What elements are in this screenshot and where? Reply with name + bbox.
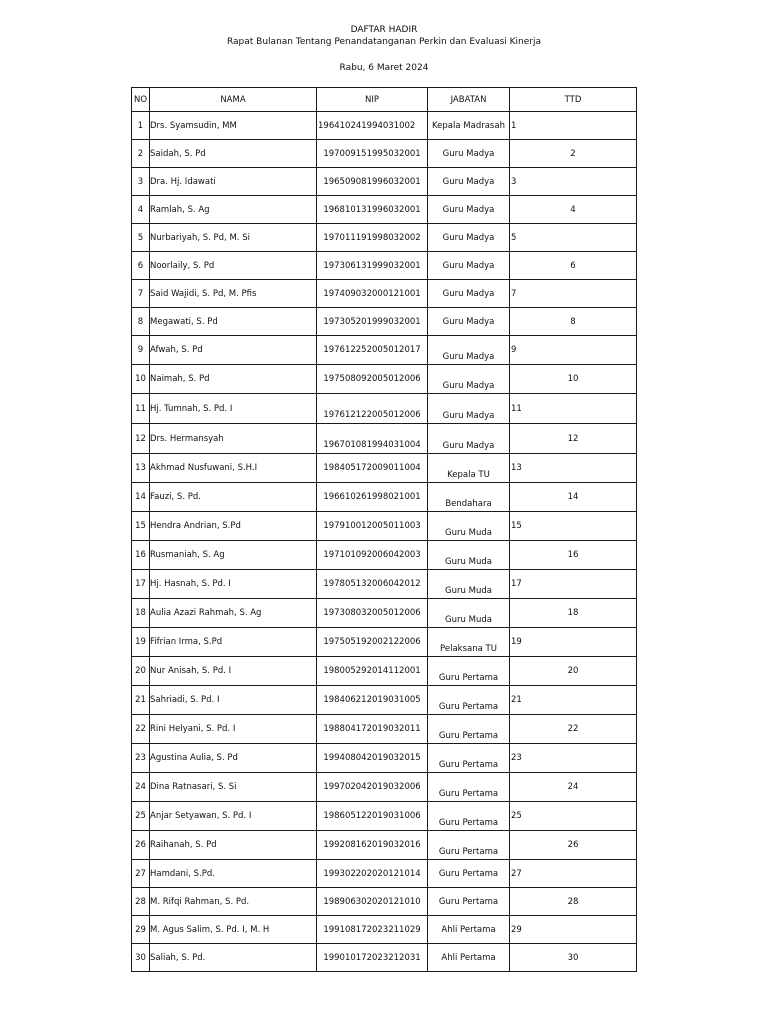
employee-position: Guru Pertama (428, 744, 510, 773)
employee-nip: 199208162019032016 (317, 831, 428, 860)
row-number: 22 (132, 715, 150, 744)
row-number: 24 (132, 773, 150, 802)
table-row (132, 308, 637, 336)
signature-cell: 26 (510, 831, 637, 860)
row-number: 13 (132, 454, 150, 483)
employee-name: Nurbariyah, S. Pd, M. Si (150, 224, 317, 252)
signature-cell: 8 (510, 308, 637, 336)
employee-nip: 197910012005011003 (317, 512, 428, 541)
employee-position: Bendahara (428, 483, 510, 512)
employee-position: Guru Pertama (428, 773, 510, 802)
employee-position: Kepala Madrasah (428, 112, 510, 140)
employee-position: Guru Pertama (428, 888, 510, 916)
signature-cell: 29 (510, 916, 637, 944)
signature-cell: 9 (510, 336, 637, 365)
employee-nip: 198405172009011004 (317, 454, 428, 483)
signature-cell: 24 (510, 773, 637, 802)
row-number: 18 (132, 599, 150, 628)
table-row (132, 744, 637, 773)
table-row (132, 773, 637, 802)
table-row (132, 365, 637, 394)
row-number: 2 (132, 140, 150, 168)
row-number: 1 (132, 112, 150, 140)
employee-position: Guru Madya (428, 365, 510, 394)
document-title: DAFTAR HADIR (350, 25, 418, 35)
employee-name: Saidah, S. Pd (150, 140, 317, 168)
column-header-ttd: TTD (510, 88, 637, 112)
employee-position: Guru Pertama (428, 802, 510, 831)
employee-nip: 197505192002122006 (317, 628, 428, 657)
employee-name: Dina Ratnasari, S. Si (150, 773, 317, 802)
employee-nip: 196810131996032001 (317, 196, 428, 224)
table-row (132, 570, 637, 599)
table-body (132, 112, 637, 972)
employee-name: Hj. Tumnah, S. Pd. I (150, 394, 317, 424)
row-number: 10 (132, 365, 150, 394)
document-subtitle: Rapat Bulanan Tentang Penandatanganan Perkin dan Evaluasi Kinerja (226, 37, 542, 47)
employee-position: Guru Pertama (428, 860, 510, 888)
row-number: 19 (132, 628, 150, 657)
employee-nip: 197011191998032002 (317, 224, 428, 252)
table-row (132, 252, 637, 280)
employee-name: M. Agus Salim, S. Pd. I, M. H (150, 916, 317, 944)
employee-nip: 197805132006042012 (317, 570, 428, 599)
signature-cell: 18 (510, 599, 637, 628)
signature-cell: 12 (510, 424, 637, 454)
row-number: 11 (132, 394, 150, 424)
employee-name: Raihanah, S. Pd (150, 831, 317, 860)
employee-name: Nur Anisah, S. Pd. I (150, 657, 317, 686)
table-row (132, 944, 637, 972)
table-header (132, 88, 637, 112)
employee-name: Drs. Hermansyah (150, 424, 317, 454)
table-row (132, 831, 637, 860)
table-row (132, 454, 637, 483)
employee-name: Naimah, S. Pd (150, 365, 317, 394)
employee-position: Guru Pertama (428, 686, 510, 715)
employee-position: Guru Madya (428, 394, 510, 424)
employee-name: Said Wajidi, S. Pd, M. Pfis (150, 280, 317, 308)
employee-name: Sahriadi, S. Pd. I (150, 686, 317, 715)
row-number: 17 (132, 570, 150, 599)
employee-position: Pelaksana TU (428, 628, 510, 657)
table-row (132, 336, 637, 365)
table-row (132, 112, 637, 140)
row-number: 9 (132, 336, 150, 365)
table-row (132, 280, 637, 308)
employee-position: Guru Pertama (428, 657, 510, 686)
signature-cell: 25 (510, 802, 637, 831)
employee-position: Guru Pertama (428, 831, 510, 860)
row-number: 16 (132, 541, 150, 570)
employee-nip: 197305201999032001 (317, 308, 428, 336)
employee-nip: 196701081994031004 (317, 424, 428, 454)
signature-cell: 11 (510, 394, 637, 424)
signature-cell: 3 (510, 168, 637, 196)
employee-nip: 199010172023212031 (317, 944, 428, 972)
employee-nip: 196509081996032001 (317, 168, 428, 196)
row-number: 20 (132, 657, 150, 686)
table-row (132, 541, 637, 570)
employee-position: Guru Muda (428, 512, 510, 541)
table-row (132, 196, 637, 224)
row-number: 7 (132, 280, 150, 308)
column-header-nama: NAMA (150, 88, 317, 112)
signature-cell: 21 (510, 686, 637, 715)
row-number: 23 (132, 744, 150, 773)
employee-name: Rini Helyani, S. Pd. I (150, 715, 317, 744)
row-number: 21 (132, 686, 150, 715)
employee-name: Hj. Hasnah, S. Pd. I (150, 570, 317, 599)
employee-name: Megawati, S. Pd (150, 308, 317, 336)
signature-cell: 2 (510, 140, 637, 168)
signature-cell: 19 (510, 628, 637, 657)
employee-position: Guru Madya (428, 280, 510, 308)
row-number: 27 (132, 860, 150, 888)
table-row (132, 802, 637, 831)
signature-cell: 6 (510, 252, 637, 280)
employee-nip: 198906302020121010 (317, 888, 428, 916)
employee-name: Dra. Hj. Idawati (150, 168, 317, 196)
employee-position: Guru Madya (428, 424, 510, 454)
row-number: 30 (132, 944, 150, 972)
employee-nip: 199702042019032006 (317, 773, 428, 802)
table-row (132, 860, 637, 888)
table-row (132, 599, 637, 628)
table-row (132, 657, 637, 686)
signature-cell: 23 (510, 744, 637, 773)
column-header-no: NO (132, 88, 150, 112)
table-row (132, 512, 637, 541)
row-number: 26 (132, 831, 150, 860)
employee-nip: 196610261998021001 (317, 483, 428, 512)
employee-position: Ahli Pertama (428, 916, 510, 944)
table-row (132, 394, 637, 424)
signature-cell: 28 (510, 888, 637, 916)
employee-nip: 197101092006042003 (317, 541, 428, 570)
table-row (132, 168, 637, 196)
employee-name: M. Rifqi Rahman, S. Pd. (150, 888, 317, 916)
signature-cell: 5 (510, 224, 637, 252)
employee-position: Guru Muda (428, 570, 510, 599)
row-number: 14 (132, 483, 150, 512)
table-row (132, 888, 637, 916)
signature-cell: 10 (510, 365, 637, 394)
employee-nip: 197409032000121001 (317, 280, 428, 308)
employee-name: Fauzi, S. Pd. (150, 483, 317, 512)
row-number: 8 (132, 308, 150, 336)
employee-name: Saliah, S. Pd. (150, 944, 317, 972)
employee-position: Guru Madya (428, 196, 510, 224)
employee-position: Guru Muda (428, 599, 510, 628)
table-header-row (132, 88, 637, 112)
employee-nip: 198605122019031006 (317, 802, 428, 831)
employee-nip: 199108172023211029 (317, 916, 428, 944)
attendance-table (131, 87, 637, 972)
employee-nip: 197508092005012006 (317, 365, 428, 394)
employee-name: Rusmaniah, S. Ag (150, 541, 317, 570)
signature-cell: 14 (510, 483, 637, 512)
employee-nip: 199302202020121014 (317, 860, 428, 888)
employee-position: Guru Madya (428, 224, 510, 252)
table-row (132, 715, 637, 744)
meeting-date: Rabu, 6 Maret 2024 (339, 63, 429, 73)
employee-nip: 197308032005012006 (317, 599, 428, 628)
signature-cell: 30 (510, 944, 637, 972)
signature-cell: 22 (510, 715, 637, 744)
employee-name: Drs. Syamsudin, MM (150, 112, 317, 140)
row-number: 29 (132, 916, 150, 944)
signature-cell: 27 (510, 860, 637, 888)
row-number: 3 (132, 168, 150, 196)
employee-nip: 198804172019032011 (317, 715, 428, 744)
row-number: 4 (132, 196, 150, 224)
signature-cell: 17 (510, 570, 637, 599)
employee-nip: 197306131999032001 (317, 252, 428, 280)
row-number: 5 (132, 224, 150, 252)
table-row (132, 483, 637, 512)
signature-cell: 7 (510, 280, 637, 308)
row-number: 12 (132, 424, 150, 454)
signature-cell: 4 (510, 196, 637, 224)
employee-name: Noorlaily, S. Pd (150, 252, 317, 280)
table-row (132, 224, 637, 252)
row-number: 25 (132, 802, 150, 831)
table-row (132, 424, 637, 454)
signature-cell: 15 (510, 512, 637, 541)
employee-nip: 198005292014112001 (317, 657, 428, 686)
employee-position: Guru Madya (428, 336, 510, 365)
employee-nip: 198406212019031005 (317, 686, 428, 715)
employee-position: Guru Madya (428, 168, 510, 196)
employee-position: Guru Madya (428, 140, 510, 168)
employee-position: Guru Madya (428, 308, 510, 336)
employee-name: Ramlah, S. Ag (150, 196, 317, 224)
column-header-jabatan: JABATAN (428, 88, 510, 112)
employee-name: Akhmad Nusfuwani, S.H.I (150, 454, 317, 483)
row-number: 28 (132, 888, 150, 916)
employee-name: Agustina Aulia, S. Pd (150, 744, 317, 773)
employee-name: Fifrian Irma, S.Pd (150, 628, 317, 657)
employee-position: Guru Pertama (428, 715, 510, 744)
employee-name: Afwah, S. Pd (150, 336, 317, 365)
employee-nip: 199408042019032015 (317, 744, 428, 773)
signature-cell: 16 (510, 541, 637, 570)
table-row (132, 628, 637, 657)
signature-cell: 1 (510, 112, 637, 140)
employee-position: Guru Muda (428, 541, 510, 570)
row-number: 15 (132, 512, 150, 541)
table-row (132, 916, 637, 944)
table-row (132, 686, 637, 715)
employee-position: Ahli Pertama (428, 944, 510, 972)
row-number: 6 (132, 252, 150, 280)
employee-name: Hendra Andrian, S.Pd (150, 512, 317, 541)
employee-nip: 196410241994031002 (317, 112, 428, 140)
employee-nip: 197612122005012006 (317, 394, 428, 424)
employee-name: Anjar Setyawan, S. Pd. I (150, 802, 317, 831)
table-row (132, 140, 637, 168)
employee-position: Guru Madya (428, 252, 510, 280)
signature-cell: 13 (510, 454, 637, 483)
employee-name: Hamdani, S.Pd. (150, 860, 317, 888)
column-header-nip: NIP (317, 88, 428, 112)
employee-position: Kepala TU (428, 454, 510, 483)
employee-nip: 197612252005012017 (317, 336, 428, 365)
signature-cell: 20 (510, 657, 637, 686)
employee-nip: 197009151995032001 (317, 140, 428, 168)
employee-name: Aulia Azazi Rahmah, S. Ag (150, 599, 317, 628)
